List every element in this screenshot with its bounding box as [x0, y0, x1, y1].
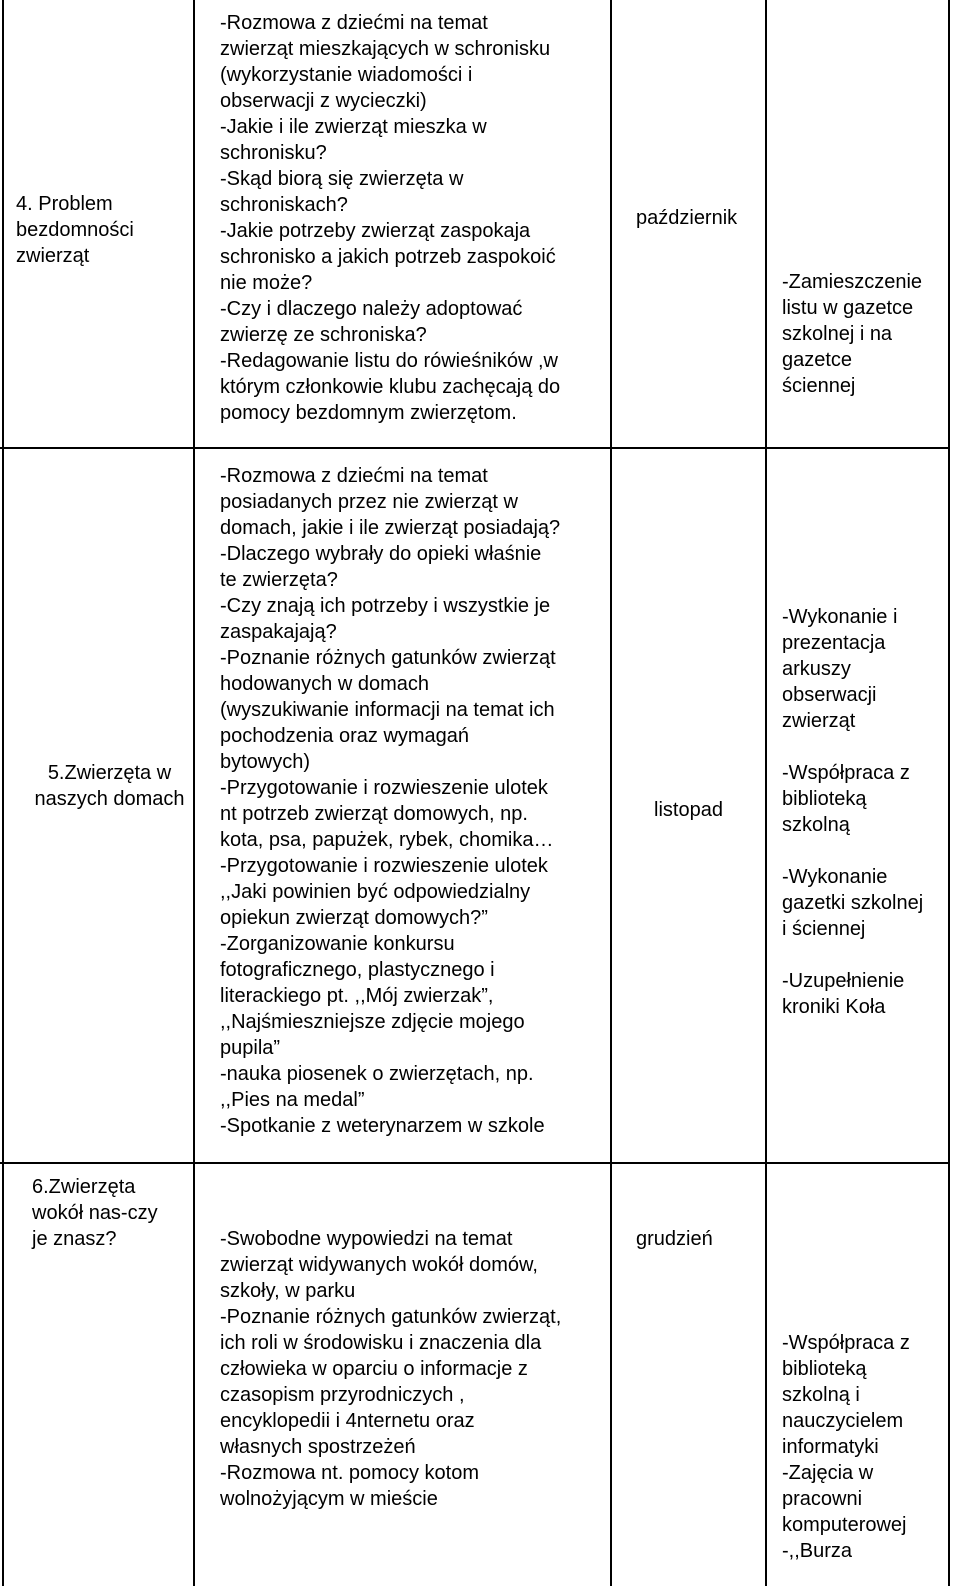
content-line: -Zorganizowanie konkursu: [220, 933, 455, 955]
remarks-line: arkuszy: [782, 658, 851, 680]
remarks-group: [782, 760, 947, 838]
month-cell: [636, 205, 761, 231]
month-text: październik: [636, 207, 738, 229]
remarks-cell: [782, 269, 947, 399]
content-line: encyklopedii i 4nternetu oraz: [220, 1410, 475, 1432]
remarks-line: szkolną i: [782, 1384, 860, 1406]
topic-text: 5.Zwierzęta w naszych domach: [34, 762, 185, 810]
content-line: -Spotkanie z weterynarzem w szkole: [220, 1115, 545, 1137]
topic-cell: [32, 1174, 192, 1252]
remarks-line: -Współpraca z: [782, 762, 910, 784]
content-line: obserwacji z wycieczki): [220, 90, 427, 112]
topic-text: 4. Problem bezdomności zwierząt: [16, 193, 134, 267]
content-line: pupila”: [220, 1037, 281, 1059]
remarks-line: -Zamieszczenie: [782, 271, 923, 293]
remarks-line: szkolną: [782, 814, 850, 836]
remarks-group: [782, 604, 947, 734]
content-line: -Przygotowanie i rozwieszenie ulotek: [220, 855, 548, 877]
content-cell: [220, 10, 610, 426]
content-line: zwierząt mieszkających w schronisku: [220, 38, 551, 60]
month-cell: [654, 797, 764, 823]
month-text: listopad: [654, 799, 723, 821]
content-line: fotograficznego, plastycznego i: [220, 959, 495, 981]
topic-line: je znasz?: [32, 1228, 117, 1250]
content-line: pomocy bezdomnym zwierzętom.: [220, 402, 517, 424]
remarks-line: obserwacji: [782, 684, 877, 706]
remarks-line: biblioteką: [782, 788, 867, 810]
content-line: literackiego pt. ,,Mój zwierzak”,: [220, 985, 494, 1007]
content-line: ,,Pies na medal”: [220, 1089, 365, 1111]
content-line: człowieka w oparciu o informacje z: [220, 1358, 528, 1380]
content-line: zwierzę ze schroniska?: [220, 324, 427, 346]
content-line: -Skąd biorą się zwierzęta w: [220, 168, 464, 190]
content-line: schronisko a jakich potrzeb zaspokoić: [220, 246, 556, 268]
content-line: -Przygotowanie i rozwieszenie ulotek: [220, 777, 548, 799]
content-line: -Jakie i ile zwierząt mieszka w: [220, 116, 487, 138]
content-line: własnych spostrzeżeń: [220, 1436, 416, 1458]
remarks-line: -Uzupełnienie: [782, 970, 905, 992]
content-line: -Jakie potrzeby zwierząt zaspokaja: [220, 220, 531, 242]
remarks-line: ściennej: [782, 375, 856, 397]
table-divider-2: [610, 0, 612, 1586]
content-cell: [220, 463, 610, 1139]
content-line: -Redagowanie listu do rówieśników ,w: [220, 350, 558, 372]
content-line: czasopism przyrodniczych ,: [220, 1384, 465, 1406]
content-line: ,,Najśmieszniejsze zdjęcie mojego: [220, 1011, 525, 1033]
row-divider-2: [0, 1162, 950, 1164]
content-line: pochodzenia oraz wymagań: [220, 725, 470, 747]
content-line: hodowanych w domach: [220, 673, 430, 695]
table-divider-1: [193, 0, 195, 1586]
content-line: -Rozmowa z dziećmi na temat: [220, 465, 488, 487]
content-line: ich roli w środowisku i znaczenia dla: [220, 1332, 542, 1354]
content-line: -Poznanie różnych gatunków zwierząt: [220, 647, 556, 669]
content-line: -Swobodne wypowiedzi na temat: [220, 1228, 513, 1250]
content-line: -Dlaczego wybrały do opieki właśnie: [220, 543, 542, 565]
content-line: -Czy znają ich potrzeby i wszystkie je: [220, 595, 551, 617]
remarks-group: [782, 968, 947, 1020]
remarks-line: -Współpraca z: [782, 1332, 910, 1354]
remarks-line: -Zajęcia w: [782, 1462, 874, 1484]
remarks-line: -Wykonanie i: [782, 606, 898, 628]
remarks-cell: [782, 604, 947, 1020]
content-line: -Czy i dlaczego należy adoptować: [220, 298, 523, 320]
table-divider-3: [765, 0, 767, 1586]
content-line: domach, jakie i ile zwierząt posiadają?: [220, 517, 561, 539]
month-text: grudzień: [636, 1228, 713, 1250]
remarks-line: komputerowej: [782, 1514, 907, 1536]
remarks-line: kroniki Koła: [782, 996, 886, 1018]
table-border-left: [2, 0, 4, 1586]
content-line: nt potrzeb zwierząt domowych, np.: [220, 803, 528, 825]
content-line: -Poznanie różnych gatunków zwierząt,: [220, 1306, 562, 1328]
content-line: (wykorzystanie wiadomości i: [220, 64, 473, 86]
content-line: zwierząt widywanych wokół domów,: [220, 1254, 538, 1276]
remarks-line: -,,Burza: [782, 1540, 853, 1562]
content-line: ,,Jaki powinien być odpowiedzialny: [220, 881, 531, 903]
content-line: -Rozmowa z dziećmi na temat: [220, 12, 488, 34]
remarks-line: informatyki: [782, 1436, 879, 1458]
content-line: (wyszukiwanie informacji na temat ich: [220, 699, 555, 721]
content-line: szkoły, w parku: [220, 1280, 356, 1302]
topic-cell: [32, 760, 187, 812]
content-line: schroniskach?: [220, 194, 348, 216]
table-border-right: [948, 0, 950, 1586]
remarks-line: szkolnej i na: [782, 323, 893, 345]
content-line: którym członkowie klubu zachęcają do: [220, 376, 561, 398]
remarks-cell: [782, 1330, 947, 1564]
remarks-line: i ściennej: [782, 918, 866, 940]
row-divider-1: [0, 447, 950, 449]
remarks-line: nauczycielem: [782, 1410, 904, 1432]
content-line: zaspakajają?: [220, 621, 337, 643]
topic-line: wokół nas-czy: [32, 1202, 158, 1224]
content-line: te zwierzęta?: [220, 569, 338, 591]
content-line: opiekun zwierząt domowych?”: [220, 907, 488, 929]
remarks-line: pracowni: [782, 1488, 863, 1510]
remarks-line: zwierząt: [782, 710, 856, 732]
remarks-line: prezentacja: [782, 632, 886, 654]
content-line: bytowych): [220, 751, 311, 773]
content-line: nie może?: [220, 272, 313, 294]
remarks-line: biblioteką: [782, 1358, 867, 1380]
remarks-line: gazetce: [782, 349, 853, 371]
content-line: wolnożyjącym w mieście: [220, 1488, 438, 1510]
content-line: -nauka piosenek o zwierzętach, np.: [220, 1063, 534, 1085]
topic-line: 6.Zwierzęta: [32, 1176, 136, 1198]
content-line: kota, psa, papużek, rybek, chomika…: [220, 829, 554, 851]
content-line: schronisku?: [220, 142, 327, 164]
remarks-group: [782, 864, 947, 942]
remarks-line: -Wykonanie: [782, 866, 888, 888]
topic-cell: [16, 191, 186, 269]
content-cell: [220, 1226, 610, 1512]
month-cell: [636, 1226, 761, 1252]
remarks-line: gazetki szkolnej: [782, 892, 924, 914]
remarks-line: listu w gazetce: [782, 297, 914, 319]
content-line: -Rozmowa nt. pomocy kotom: [220, 1462, 479, 1484]
content-line: posiadanych przez nie zwierząt w: [220, 491, 518, 513]
